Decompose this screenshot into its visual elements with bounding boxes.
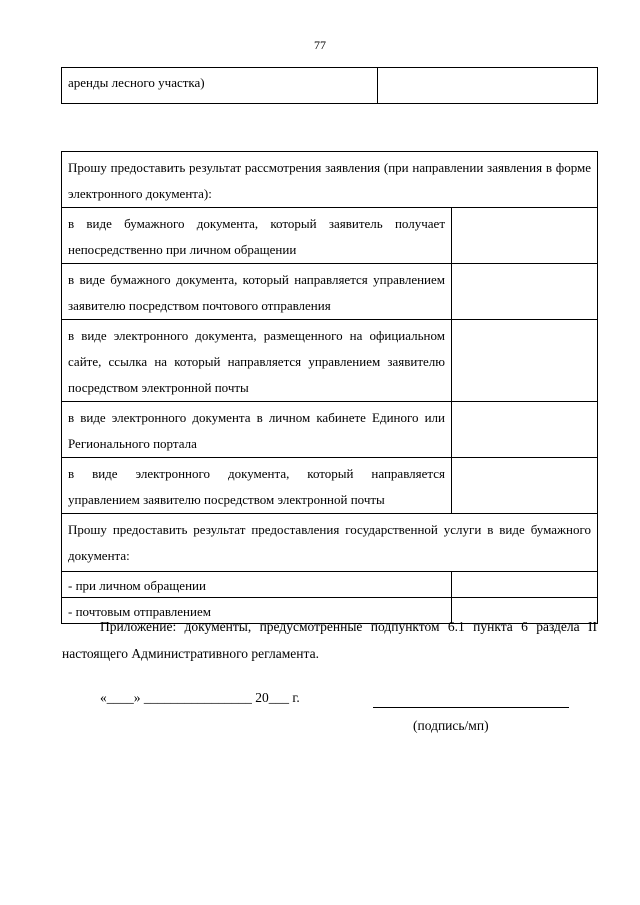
section-header: Прошу предоставить результат рассмотрения заявления (при направлении заявления в форме электронного документа): bbox=[62, 152, 598, 208]
option-text: - почтовым отправлением bbox=[62, 598, 452, 624]
table-row bbox=[62, 572, 598, 598]
page-number: 77 bbox=[314, 38, 326, 52]
table-row bbox=[62, 402, 598, 458]
option-text: в виде бумажного документа, который заявитель получает непосредственно при личном обращении bbox=[62, 208, 452, 264]
option-text: в виде электронного документа, который направляется управлением заявителю посредством электронной почты bbox=[62, 458, 452, 514]
table-row bbox=[62, 264, 598, 320]
empty-cell bbox=[378, 68, 598, 104]
checkbox-cell[interactable] bbox=[452, 320, 598, 402]
checkbox-cell[interactable] bbox=[452, 572, 598, 598]
section-header: Прошу предоставить результат предоставления государственной услуги в виде бумажного документа: bbox=[62, 514, 598, 572]
signature-caption: (подпись/мп) bbox=[413, 718, 489, 733]
checkbox-cell[interactable] bbox=[452, 208, 598, 264]
table-row bbox=[62, 152, 598, 208]
signature-line bbox=[373, 707, 569, 708]
table-row bbox=[62, 514, 598, 572]
checkbox-cell[interactable] bbox=[452, 402, 598, 458]
option-text: в виде бумажного документа, который направляется управлением заявителю посредством почтового отправления bbox=[62, 264, 452, 320]
checkbox-cell[interactable] bbox=[452, 264, 598, 320]
table-cell: аренды лесного участка) bbox=[62, 68, 378, 104]
option-text: в виде электронного документа, размещенного на официальном сайте, ссылка на который направляется управлением заявителю посредством электронной почты bbox=[62, 320, 452, 402]
table-row bbox=[62, 320, 598, 402]
option-text: - при личном обращении bbox=[62, 572, 452, 598]
result-options-table bbox=[61, 151, 598, 624]
date-line: «____» ________________ 20___ г. bbox=[100, 690, 300, 705]
top-table bbox=[61, 67, 598, 104]
table-row bbox=[62, 68, 598, 104]
option-text: в виде электронного документа в личном кабинете Единого или Регионального портала bbox=[62, 402, 452, 458]
table-row bbox=[62, 208, 598, 264]
appendix-note: Приложение: документы, предусмотренные подпунктом 6.1 пункта 6 раздела II настоящего Административного регламента. bbox=[62, 619, 597, 661]
table-row bbox=[62, 458, 598, 514]
checkbox-cell[interactable] bbox=[452, 458, 598, 514]
